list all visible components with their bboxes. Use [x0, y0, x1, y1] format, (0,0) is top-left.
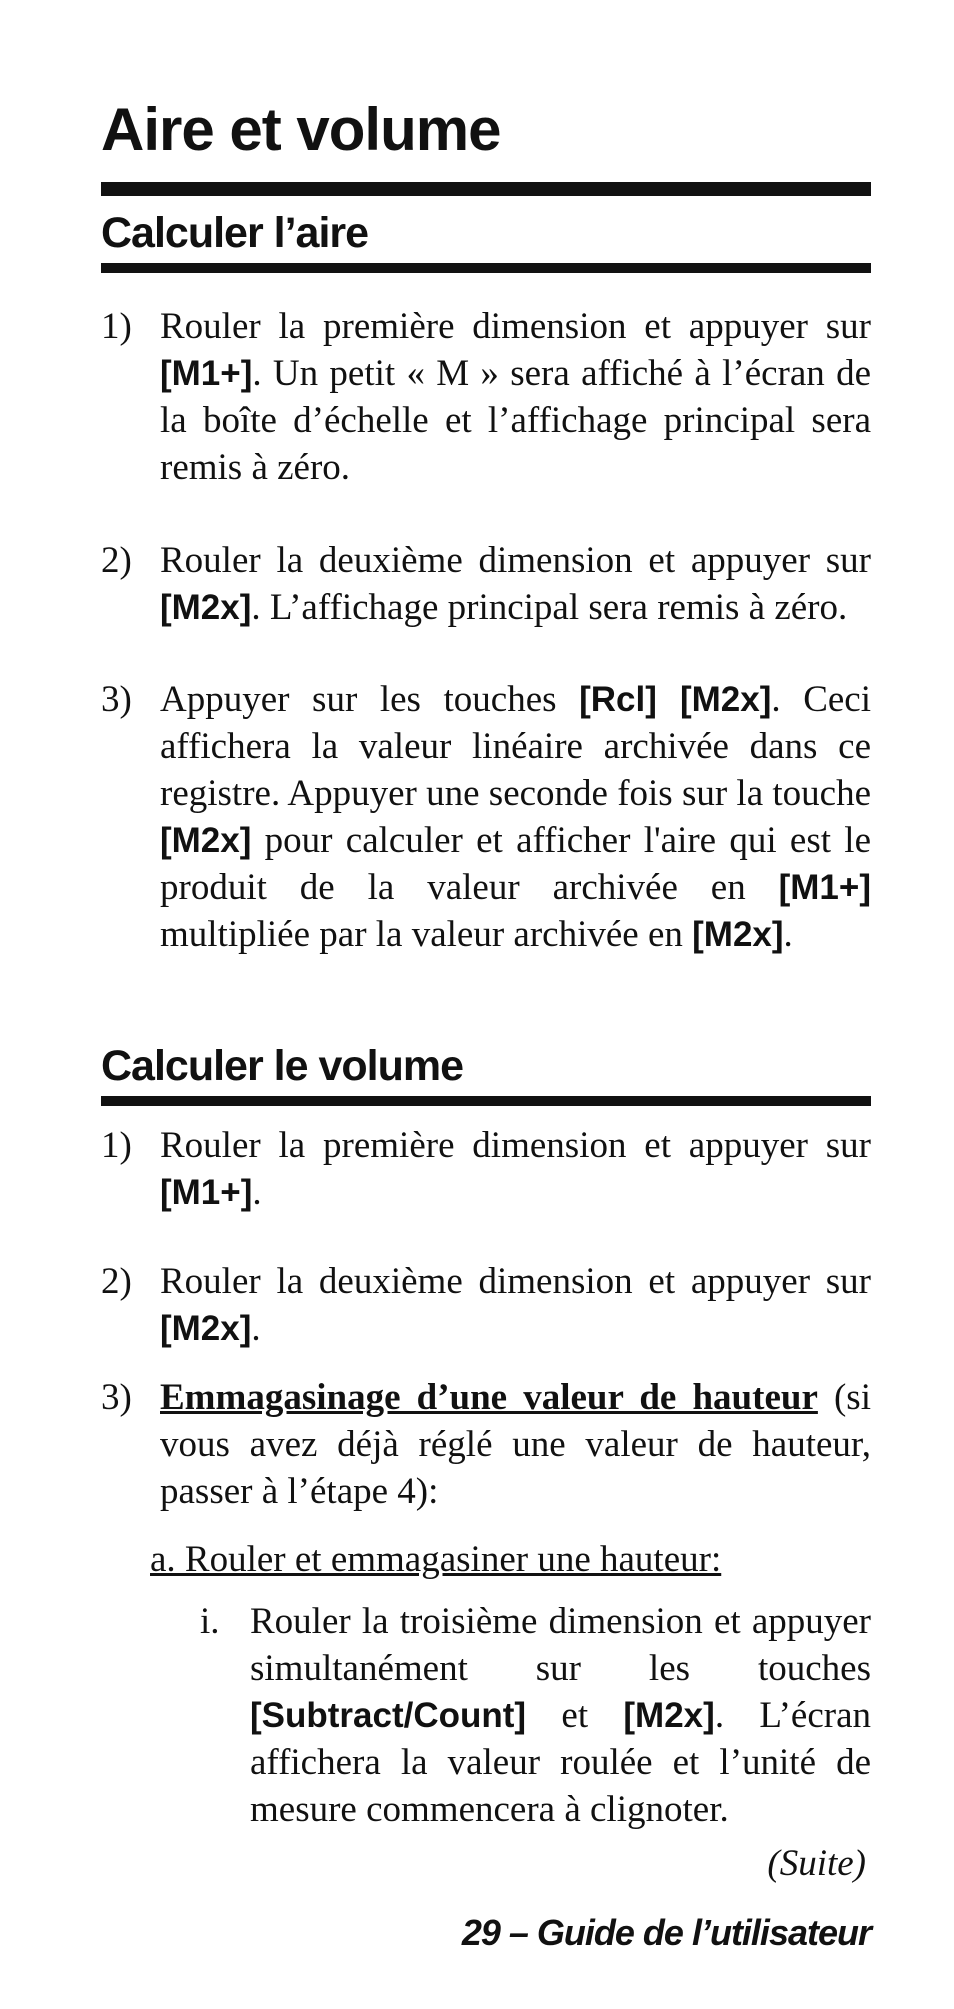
key-label: [M1+]	[160, 354, 253, 393]
volume-step-3	[101, 1374, 871, 1515]
step-text: (si vous avez déjà réglé une valeur de hauteur, passer à l’étape 4):	[160, 1377, 871, 1512]
step-text: .	[252, 1172, 262, 1213]
key-label: [M1+]	[160, 1173, 253, 1212]
step-text: Rouler la deuxième dimension et appuyer sur	[160, 540, 871, 581]
step-number: 2)	[101, 1261, 132, 1302]
step-text: Rouler la première dimension et appuyer sur	[160, 1125, 871, 1166]
title-rule	[101, 182, 871, 196]
step-text: et	[526, 1695, 624, 1736]
step-text: Rouler la première dimension et appuyer sur	[160, 306, 871, 347]
area-step-3	[101, 676, 871, 958]
key-label: [M2x]	[160, 1309, 252, 1348]
step-number: 1)	[101, 306, 132, 347]
key-label: [M2x]	[160, 821, 252, 860]
step-text: pour calculer et afficher l'aire qui est le produit de la valeur archivée en	[160, 820, 871, 908]
step-number: 3)	[101, 679, 132, 720]
key-label: [Subtract/Count]	[250, 1696, 527, 1735]
section-rule-area	[101, 263, 871, 273]
step-text: .	[783, 914, 793, 955]
step-number: 1)	[101, 1125, 132, 1166]
substep-a: a. Rouler et emmagasiner une hauteur:	[150, 1539, 722, 1580]
step-number: 2)	[101, 540, 132, 581]
key-label: [M2x]	[692, 915, 784, 954]
substep-i	[190, 1598, 871, 1833]
volume-step-2	[101, 1258, 871, 1352]
continued-note: (Suite)	[767, 1843, 866, 1884]
area-step-1	[101, 303, 871, 491]
volume-step-1	[101, 1122, 871, 1216]
step-text: . Un petit « M » sera affiché à l’écran de la boîte d’échelle et l’affichage principal sera remis à zéro.	[160, 353, 871, 488]
step-text: .	[251, 1308, 261, 1349]
section-heading-area: Calculer l’aire	[101, 209, 369, 257]
step-text: Appuyer sur les touches	[160, 679, 580, 720]
area-step-2	[101, 537, 871, 631]
key-label: [Rcl] [M2x]	[579, 680, 772, 719]
step-text: Rouler la deuxième dimension et appuyer sur	[160, 1261, 871, 1302]
step-heading: Emmagasinage d’une valeur de hauteur	[160, 1377, 818, 1418]
section-rule-volume	[101, 1096, 871, 1106]
section-heading-volume: Calculer le volume	[101, 1042, 463, 1090]
step-text: multipliée par la valeur archivée en	[160, 914, 693, 955]
key-label: [M2x]	[160, 588, 252, 627]
step-text: Rouler la troisième dimension et appuyer simultanément sur les touches	[250, 1601, 871, 1689]
page-title: Aire et volume	[101, 96, 501, 163]
step-number: 3)	[101, 1377, 132, 1418]
key-label: [M2x]	[623, 1696, 715, 1735]
key-label: [M1+]	[778, 868, 871, 907]
step-number: i.	[200, 1601, 220, 1642]
step-text: . Ceci affichera la valeur linéaire archivée dans ce registre. Appuyer une seconde fois sur la touche	[160, 679, 872, 814]
step-text: . L’affichage principal sera remis à zéro.	[251, 587, 848, 628]
page-footer: 29 – Guide de l’utilisateur	[461, 1912, 871, 1953]
step-text: . L’écran affichera la valeur roulée et l’unité de mesure commencera à clignoter.	[250, 1695, 871, 1830]
